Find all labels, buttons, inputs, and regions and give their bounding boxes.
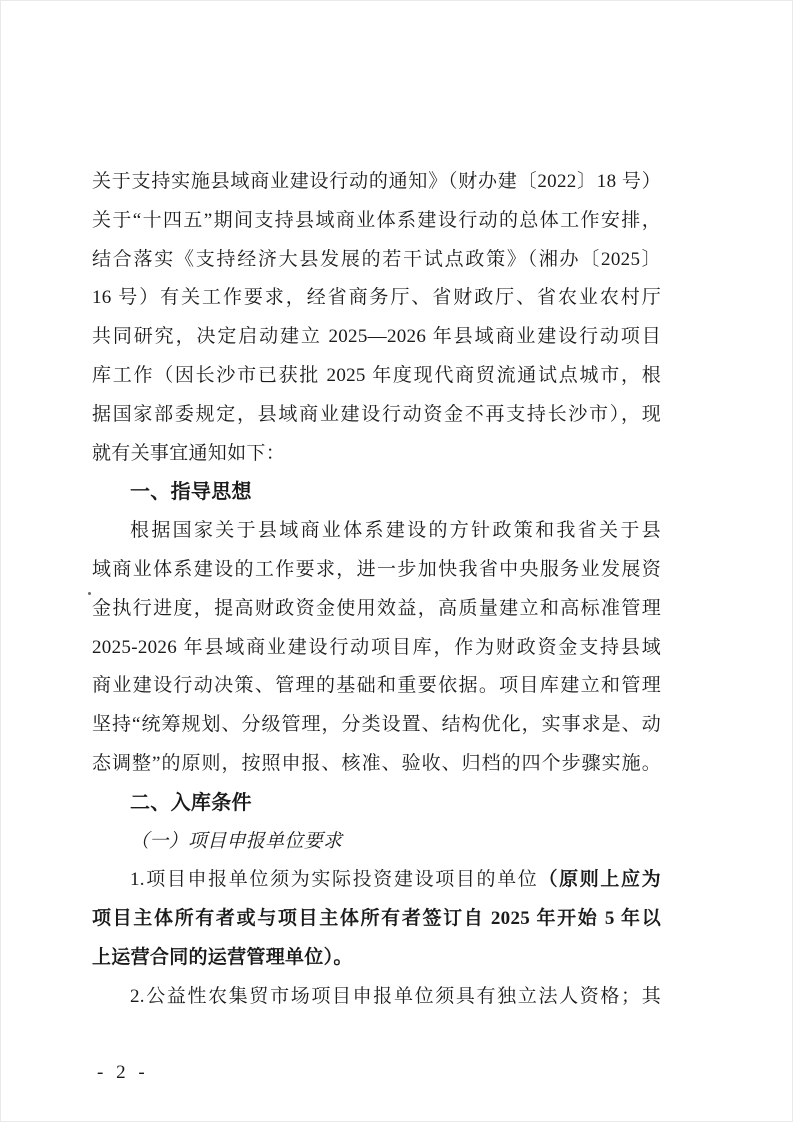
- doc-line: 根据国家关于县域商业体系建设的方针政策和我省关于县: [130, 520, 661, 542]
- doc-line: 坚持“统筹规划、分级管理，分类设置、结构优化，实事求是、动: [92, 714, 661, 736]
- doc-line: 共同研究，决定启动建立 2025—2026 年县域商业建设行动项目: [92, 326, 661, 348]
- section-heading: 一、指导思想: [130, 481, 252, 504]
- doc-line: 上运营合同的运营管理单位）。: [92, 946, 353, 968]
- doc-line: 商业建设行动决策、管理的基础和重要依据。项目库建立和管理: [92, 675, 661, 697]
- doc-line: 16 号）有关工作要求，经省商务厅、省财政厅、省农业农村厅: [92, 287, 661, 309]
- doc-line: 2.公益性农集贸市场项目申报单位须具有独立法人资格；其: [130, 985, 661, 1007]
- doc-line: 关于支持实施县域商业建设行动的通知》（财办建〔2022〕18 号）: [92, 171, 661, 192]
- doc-line: 库工作（因长沙市已获批 2025 年度现代商贸流通试点城市，根: [92, 364, 661, 386]
- doc-line: [92, 861, 661, 900]
- section-heading: 二、入库条件: [130, 791, 252, 814]
- doc-line: （一）项目申报单位要求: [130, 830, 343, 852]
- doc-line: 态调整”的原则，按照申报、核准、验收、归档的四个步骤实施。: [92, 752, 661, 774]
- doc-line: 域商业体系建设的工作要求，进一步加快我省中央服务业发展资: [92, 558, 661, 580]
- document-body: [92, 163, 661, 1017]
- doc-line: 据国家部委规定，县域商业建设行动资金不再支持长沙市），现: [92, 403, 661, 425]
- page-number: - 2 -: [97, 1062, 149, 1083]
- doc-line: 金执行进度，提高财政资金使用效益，高质量建立和高标准管理: [92, 597, 661, 619]
- doc-line: 项目主体所有者或与项目主体所有者签订自 2025 年开始 5 年以: [92, 908, 661, 930]
- text-run: 1.项目申报单位须为实际投资建设项目的单位: [130, 869, 539, 891]
- doc-line: 结合落实《支持经济大县发展的若干试点政策》（湘办〔2025〕: [92, 248, 661, 270]
- scan-speck: [88, 592, 91, 595]
- text-run: （原则上应为: [538, 869, 661, 891]
- doc-line: 就有关事宜通知如下：: [92, 442, 286, 464]
- doc-line: 2025-2026 年县域商业建设行动项目库，作为财政资金支持县域: [92, 636, 661, 658]
- doc-line: 关于“十四五”期间支持县域商业体系建设行动的总体工作安排，: [92, 209, 661, 231]
